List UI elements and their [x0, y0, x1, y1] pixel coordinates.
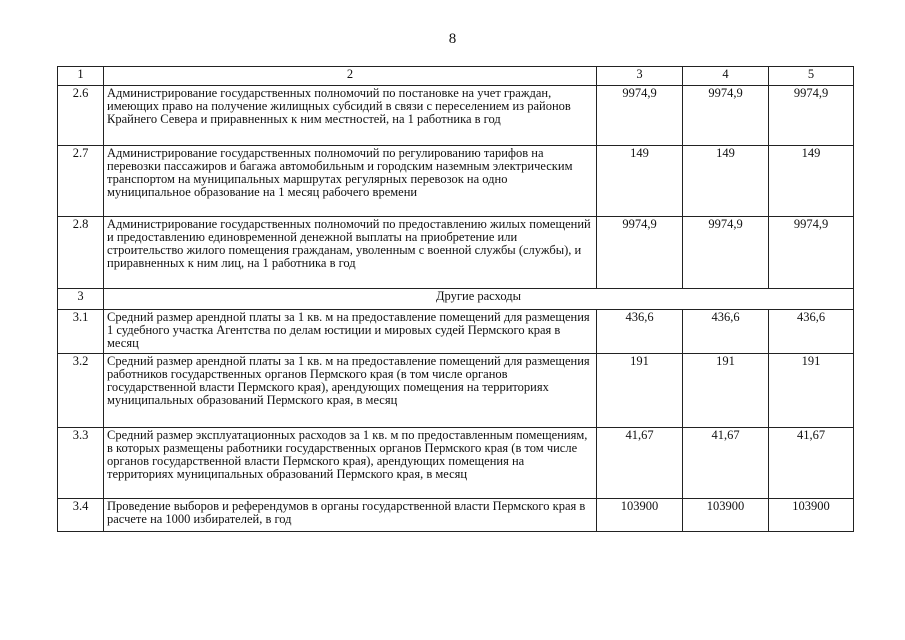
section-row [58, 289, 854, 310]
row-number: 3.2 [58, 354, 104, 428]
row-number: 2.7 [58, 146, 104, 217]
section-title: Другие расходы [104, 289, 854, 310]
header-cell: 1 [58, 67, 104, 86]
section-number: 3 [58, 289, 104, 310]
value-col-4: 436,6 [683, 310, 769, 354]
table-row [58, 146, 854, 217]
value-col-3: 191 [597, 354, 683, 428]
row-description: Средний размер арендной платы за 1 кв. м на предоставление помещений для размещения 1 судебного участка Агентства по делам юстиции и мировых судей Пермского края в месяц [104, 310, 597, 354]
value-col-5: 41,67 [769, 428, 854, 499]
row-description: Администрирование государственных полномочий по постановке на учет граждан, имеющих право на получение жилищных субсидий в связи с переселением из районов Крайнего Севера и приравненных к ним местностей, на 1 работника в год [104, 86, 597, 146]
table-row [58, 86, 854, 146]
value-col-3: 436,6 [597, 310, 683, 354]
row-description: Проведение выборов и референдумов в органы государственной власти Пермского края в расчете на 1000 избирателей, в год [104, 499, 597, 532]
row-description: Администрирование государственных полномочий по предоставлению жилых помещений и предоставлению единовременной денежной выплаты на приобретение или строительство жилого помещения гражданам, уволенным с военной службы (службы), и приравненных к ним лиц, на 1 работника в год [104, 217, 597, 289]
value-col-3: 149 [597, 146, 683, 217]
value-col-4: 103900 [683, 499, 769, 532]
value-col-5: 9974,9 [769, 217, 854, 289]
table-row [58, 310, 854, 354]
value-col-5: 191 [769, 354, 854, 428]
value-col-3: 9974,9 [597, 86, 683, 146]
value-col-4: 191 [683, 354, 769, 428]
row-description: Средний размер эксплуатационных расходов за 1 кв. м по предоставленным помещениям, в которых размещены работники государственных органов Пермского края (в том числе органов государственной власти Пермского края), арендующих помещения на территориях муниципальных образований Пермского края, в месяц [104, 428, 597, 499]
value-col-5: 9974,9 [769, 86, 854, 146]
table-header-row [58, 67, 854, 86]
table-row [58, 499, 854, 532]
value-col-5: 436,6 [769, 310, 854, 354]
header-cell: 4 [683, 67, 769, 86]
value-col-5: 149 [769, 146, 854, 217]
page-number: 8 [448, 31, 457, 47]
value-col-4: 41,67 [683, 428, 769, 499]
row-description: Средний размер арендной платы за 1 кв. м на предоставление помещений для размещения работников государственных органов Пермского края (в том числе органов государственной власти Пермского края), арендующих помещения на территориях муниципальных образований Пермского края, в месяц [104, 354, 597, 428]
value-col-4: 149 [683, 146, 769, 217]
row-number: 3.4 [58, 499, 104, 532]
table-row [58, 354, 854, 428]
row-number: 3.1 [58, 310, 104, 354]
row-description: Администрирование государственных полномочий по регулированию тарифов на перевозки пассажиров и багажа автомобильным и городским наземным электрическим транспортом на муниципальных маршрутах регулярных перевозок на одно муниципальное образование на 1 месяц рабочего времени [104, 146, 597, 217]
value-col-3: 41,67 [597, 428, 683, 499]
expenses-table [57, 66, 854, 532]
table-row [58, 217, 854, 289]
value-col-3: 9974,9 [597, 217, 683, 289]
header-cell: 2 [104, 67, 597, 86]
table-row [58, 428, 854, 499]
header-cell: 3 [597, 67, 683, 86]
header-cell: 5 [769, 67, 854, 86]
row-number: 2.6 [58, 86, 104, 146]
row-number: 2.8 [58, 217, 104, 289]
row-number: 3.3 [58, 428, 104, 499]
value-col-4: 9974,9 [683, 86, 769, 146]
value-col-3: 103900 [597, 499, 683, 532]
value-col-4: 9974,9 [683, 217, 769, 289]
value-col-5: 103900 [769, 499, 854, 532]
